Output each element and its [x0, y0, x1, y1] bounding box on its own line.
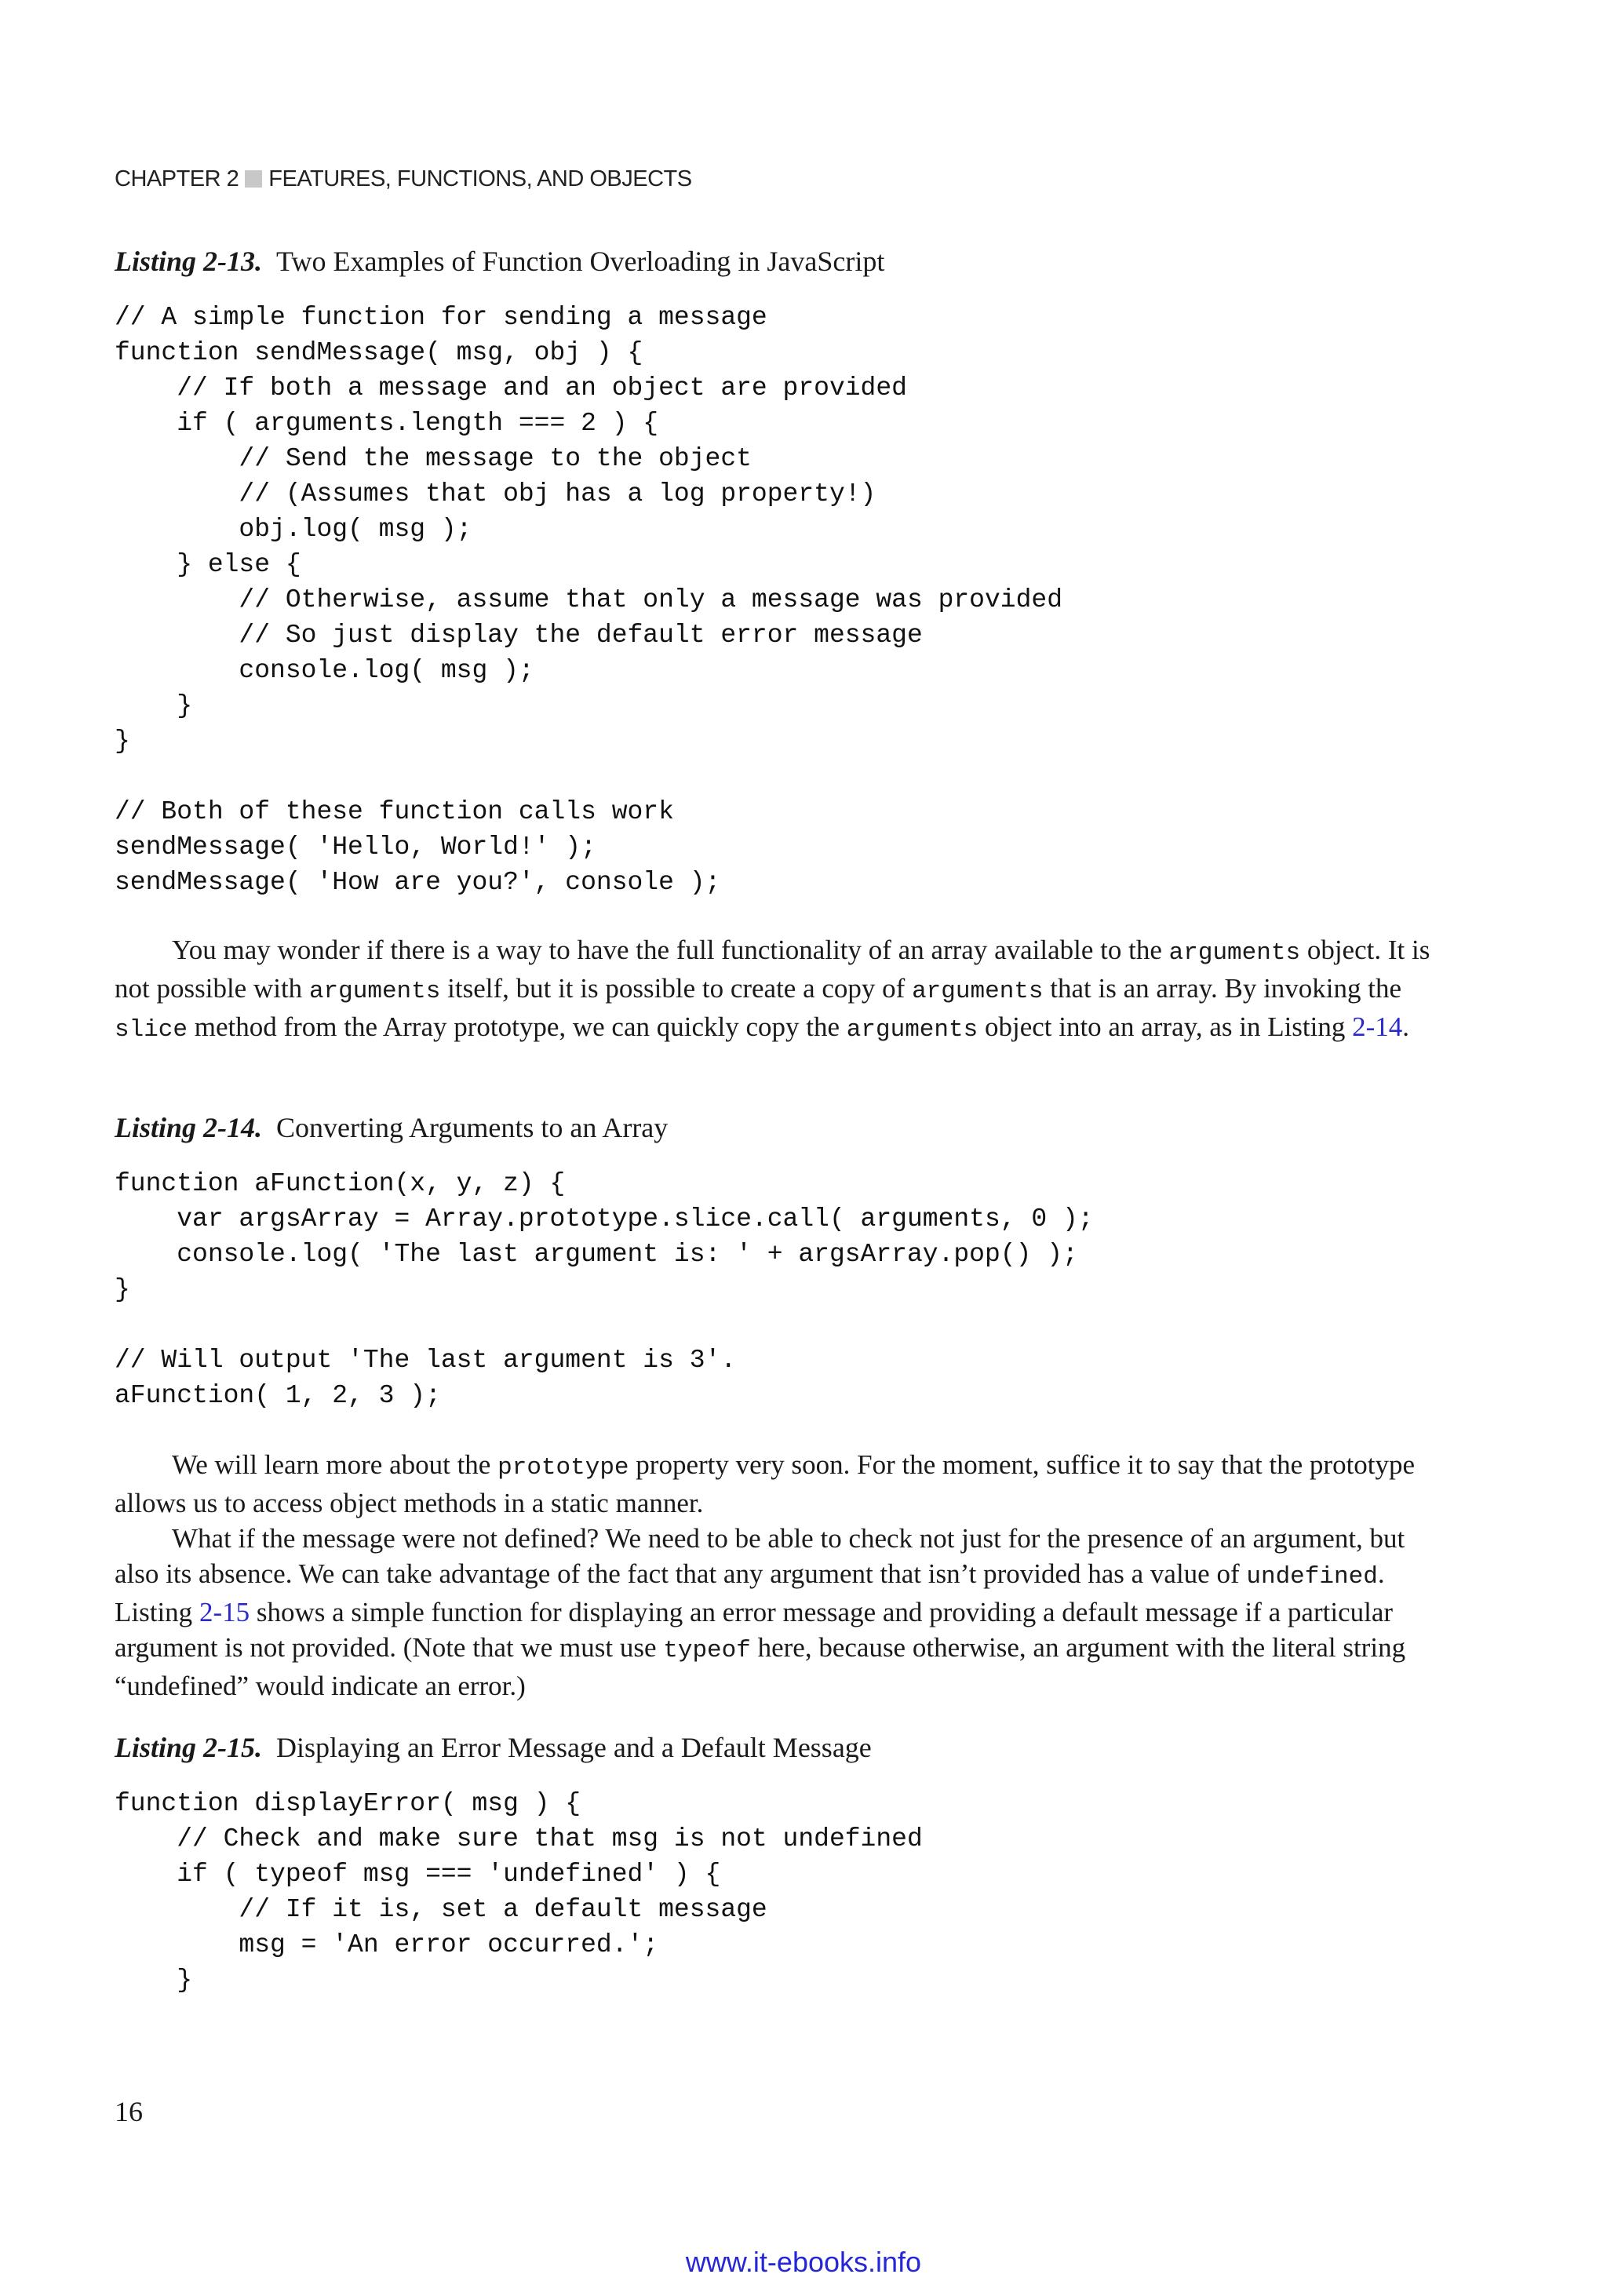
listing-2-13-caption: [115, 245, 884, 278]
chapter-label: CHAPTER 2: [115, 166, 239, 191]
listing-2-14-code: function aFunction(x, y, z) { var argsArray = Array.prototype.slice.call( arguments, 0 ); console.log( 'The last argument is: ' + argsArray.pop() ); } // Will output 'The last argument is 3'. aFunction( 1, 2, 3 );: [115, 1169, 1094, 1410]
listing-2-13-code: // A simple function for sending a message function sendMessage( msg, obj ) { // If both a message and an object are provided if ( arguments.length === 2 ) { // Send the message to the object // (Assumes that obj has a log property!) obj.log( msg ); } else { // Otherwise, assume that only a message was provided // So just display the default error message console.log( msg ); } } // Both of these function calls work sendMessage( 'Hello, World!' ); sendMessage( 'How are you?', console );: [115, 303, 1062, 897]
chapter-title: FEATURES, FUNCTIONS, AND OBJECTS: [268, 166, 692, 191]
listing-label: Listing 2-13.: [115, 246, 263, 277]
listing-title: Two Examples of Function Overloading in JavaScript: [276, 246, 885, 277]
listing-2-15-link[interactable]: 2-15: [199, 1597, 250, 1627]
footer-link[interactable]: www.it-ebooks.info: [685, 2246, 922, 2278]
listing-2-14-caption: [115, 1111, 668, 1144]
page-number: 16: [115, 2096, 143, 2127]
listing-title: Converting Arguments to an Array: [276, 1112, 669, 1143]
listing-2-14-link[interactable]: 2-14: [1352, 1011, 1403, 1042]
header-separator-square: [245, 170, 262, 188]
listing-title: Displaying an Error Message and a Default Message: [276, 1732, 872, 1763]
paragraph-prototype: We will learn more about the prototype property very soon. For the moment, suffice it to say that the prototype allows us to access object methods in a static manner. What if the message were not defined? We need to be able to check not just for the presence of an argument, but also its absence. We can take advantage of the fact that any argument that isn’t provided has a value of undefined. Listing 2-15 shows a simple function for displaying an error message and providing a default message if a particular argument is not provided. (Note that we must use typeof here, because otherwise, an argument with the literal string “undefined” would indicate an error.): [115, 1449, 1416, 1701]
listing-label: Listing 2-15.: [115, 1732, 263, 1763]
running-header: [115, 166, 692, 192]
listing-2-15-code: function displayError( msg ) { // Check and make sure that msg is not undefined if ( typeof msg === 'undefined' ) { // If it is, set a default message msg = 'An error occurred.'; }: [115, 1789, 923, 1995]
listing-2-15-caption: [115, 1731, 872, 1764]
listing-label: Listing 2-14.: [115, 1112, 263, 1143]
paragraph-arguments-array: You may wonder if there is a way to have the full functionality of an array available to the arguments object. It is not possible with arguments itself, but it is possible to create a copy of arguments that is an array. By invoking the slice method from the Array prototype, we can quickly copy the arguments object into an array, as in Listing 2-14.: [115, 935, 1430, 1044]
